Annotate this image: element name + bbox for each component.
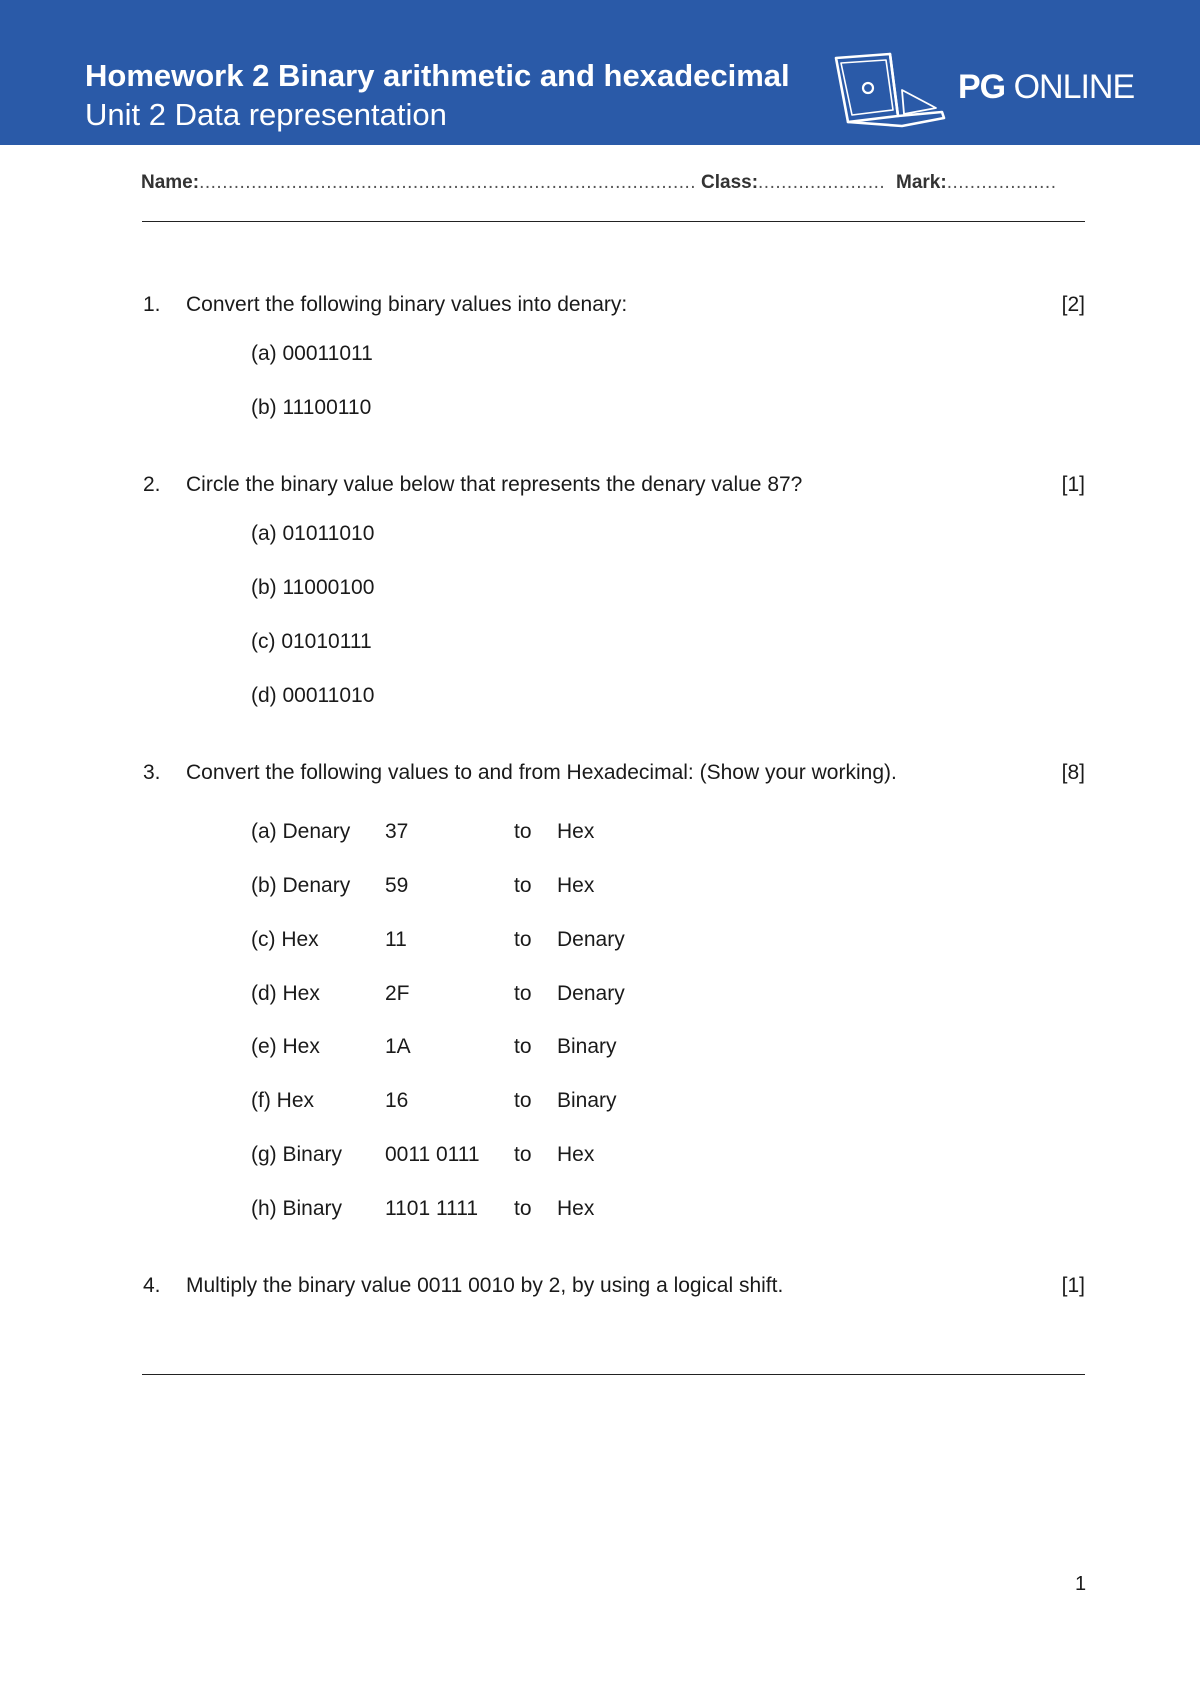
question-4-text: Multiply the binary value 0011 0010 by 2, by using a logical shift.	[186, 1274, 784, 1297]
conversion-value: 2F	[385, 982, 410, 1005]
conversion-label: (b) Denary	[251, 874, 351, 897]
conversion-value: 1101 1111	[385, 1197, 479, 1220]
conversion-value: 37	[385, 820, 409, 843]
conversion-target: Hex	[557, 1143, 595, 1166]
page-number: 1	[1075, 1573, 1087, 1595]
conversion-target: Hex	[557, 874, 595, 897]
question-1-option-b: (b) 11100110	[251, 396, 372, 419]
mark-label: Mark:	[896, 172, 947, 193]
conversion-value: 11	[385, 928, 407, 951]
mark-field	[896, 172, 1057, 194]
question-1-text: Convert the following binary values into denary:	[186, 293, 628, 316]
bottom-divider	[142, 1374, 1085, 1375]
header-banner	[0, 0, 1200, 145]
mark-dots: ...................	[946, 172, 1057, 193]
conversion-value: 0011 0111	[385, 1143, 480, 1166]
worksheet-subtitle: Unit 2 Data representation	[85, 97, 447, 132]
conversion-target: Denary	[557, 928, 625, 951]
name-label: Name:	[141, 172, 200, 193]
question-3-number: 3.	[143, 761, 161, 784]
worksheet-title: Homework 2 Binary arithmetic and hexadecimal	[85, 58, 790, 93]
conversion-to: to	[514, 982, 532, 1005]
question-1-marks: [2]	[1061, 293, 1085, 316]
conversion-target: Binary	[557, 1089, 617, 1112]
question-2-option-a: (a) 01011010	[251, 522, 375, 545]
name-field	[141, 172, 696, 194]
question-2-option-b: (b) 11000100	[251, 576, 375, 599]
conversion-to: to	[514, 874, 532, 897]
question-2-option-c: (c) 01010111	[251, 630, 372, 653]
question-3-marks: [8]	[1061, 761, 1085, 784]
conversion-value: 16	[385, 1089, 409, 1112]
conversion-label: (h) Binary	[251, 1197, 343, 1220]
conversion-to: to	[514, 1143, 532, 1166]
brand-logo-text	[958, 68, 1134, 107]
conversion-label: (a) Denary	[251, 820, 351, 843]
question-1-option-a: (a) 00011011	[251, 342, 373, 365]
class-dots: ......................	[758, 172, 886, 193]
question-4-marks: [1]	[1061, 1274, 1085, 1297]
conversion-value: 1A	[385, 1035, 411, 1058]
conversion-label: (g) Binary	[251, 1143, 343, 1166]
laptop-icon	[832, 52, 946, 128]
conversion-label: (e) Hex	[251, 1035, 320, 1058]
conversion-target: Denary	[557, 982, 625, 1005]
conversion-label: (c) Hex	[251, 928, 319, 951]
question-4-number: 4.	[143, 1274, 161, 1297]
question-2-text: Circle the binary value below that represents the denary value 87?	[186, 473, 803, 496]
conversion-to: to	[514, 1089, 532, 1112]
conversion-to: to	[514, 928, 532, 951]
class-label: Class:	[701, 172, 759, 193]
name-dots: ......................................................................................	[199, 172, 697, 193]
conversion-value: 59	[385, 874, 409, 897]
conversion-target: Binary	[557, 1035, 617, 1058]
brand-logo-pg: PG	[958, 68, 1006, 106]
question-2-option-d: (d) 00011010	[251, 684, 375, 707]
question-3-text: Convert the following values to and from Hexadecimal: (Show your working).	[186, 761, 897, 784]
top-divider	[142, 221, 1085, 222]
conversion-target: Hex	[557, 820, 595, 843]
brand-logo-online: ONLINE	[1005, 68, 1135, 106]
question-1-number: 1.	[143, 293, 161, 316]
question-2-number: 2.	[143, 473, 161, 496]
conversion-target: Hex	[557, 1197, 595, 1220]
conversion-label: (d) Hex	[251, 982, 320, 1005]
conversion-to: to	[514, 1197, 532, 1220]
class-field	[701, 172, 885, 194]
conversion-to: to	[514, 820, 532, 843]
conversion-label: (f) Hex	[251, 1089, 314, 1112]
question-2-marks: [1]	[1061, 473, 1085, 496]
conversion-to: to	[514, 1035, 532, 1058]
